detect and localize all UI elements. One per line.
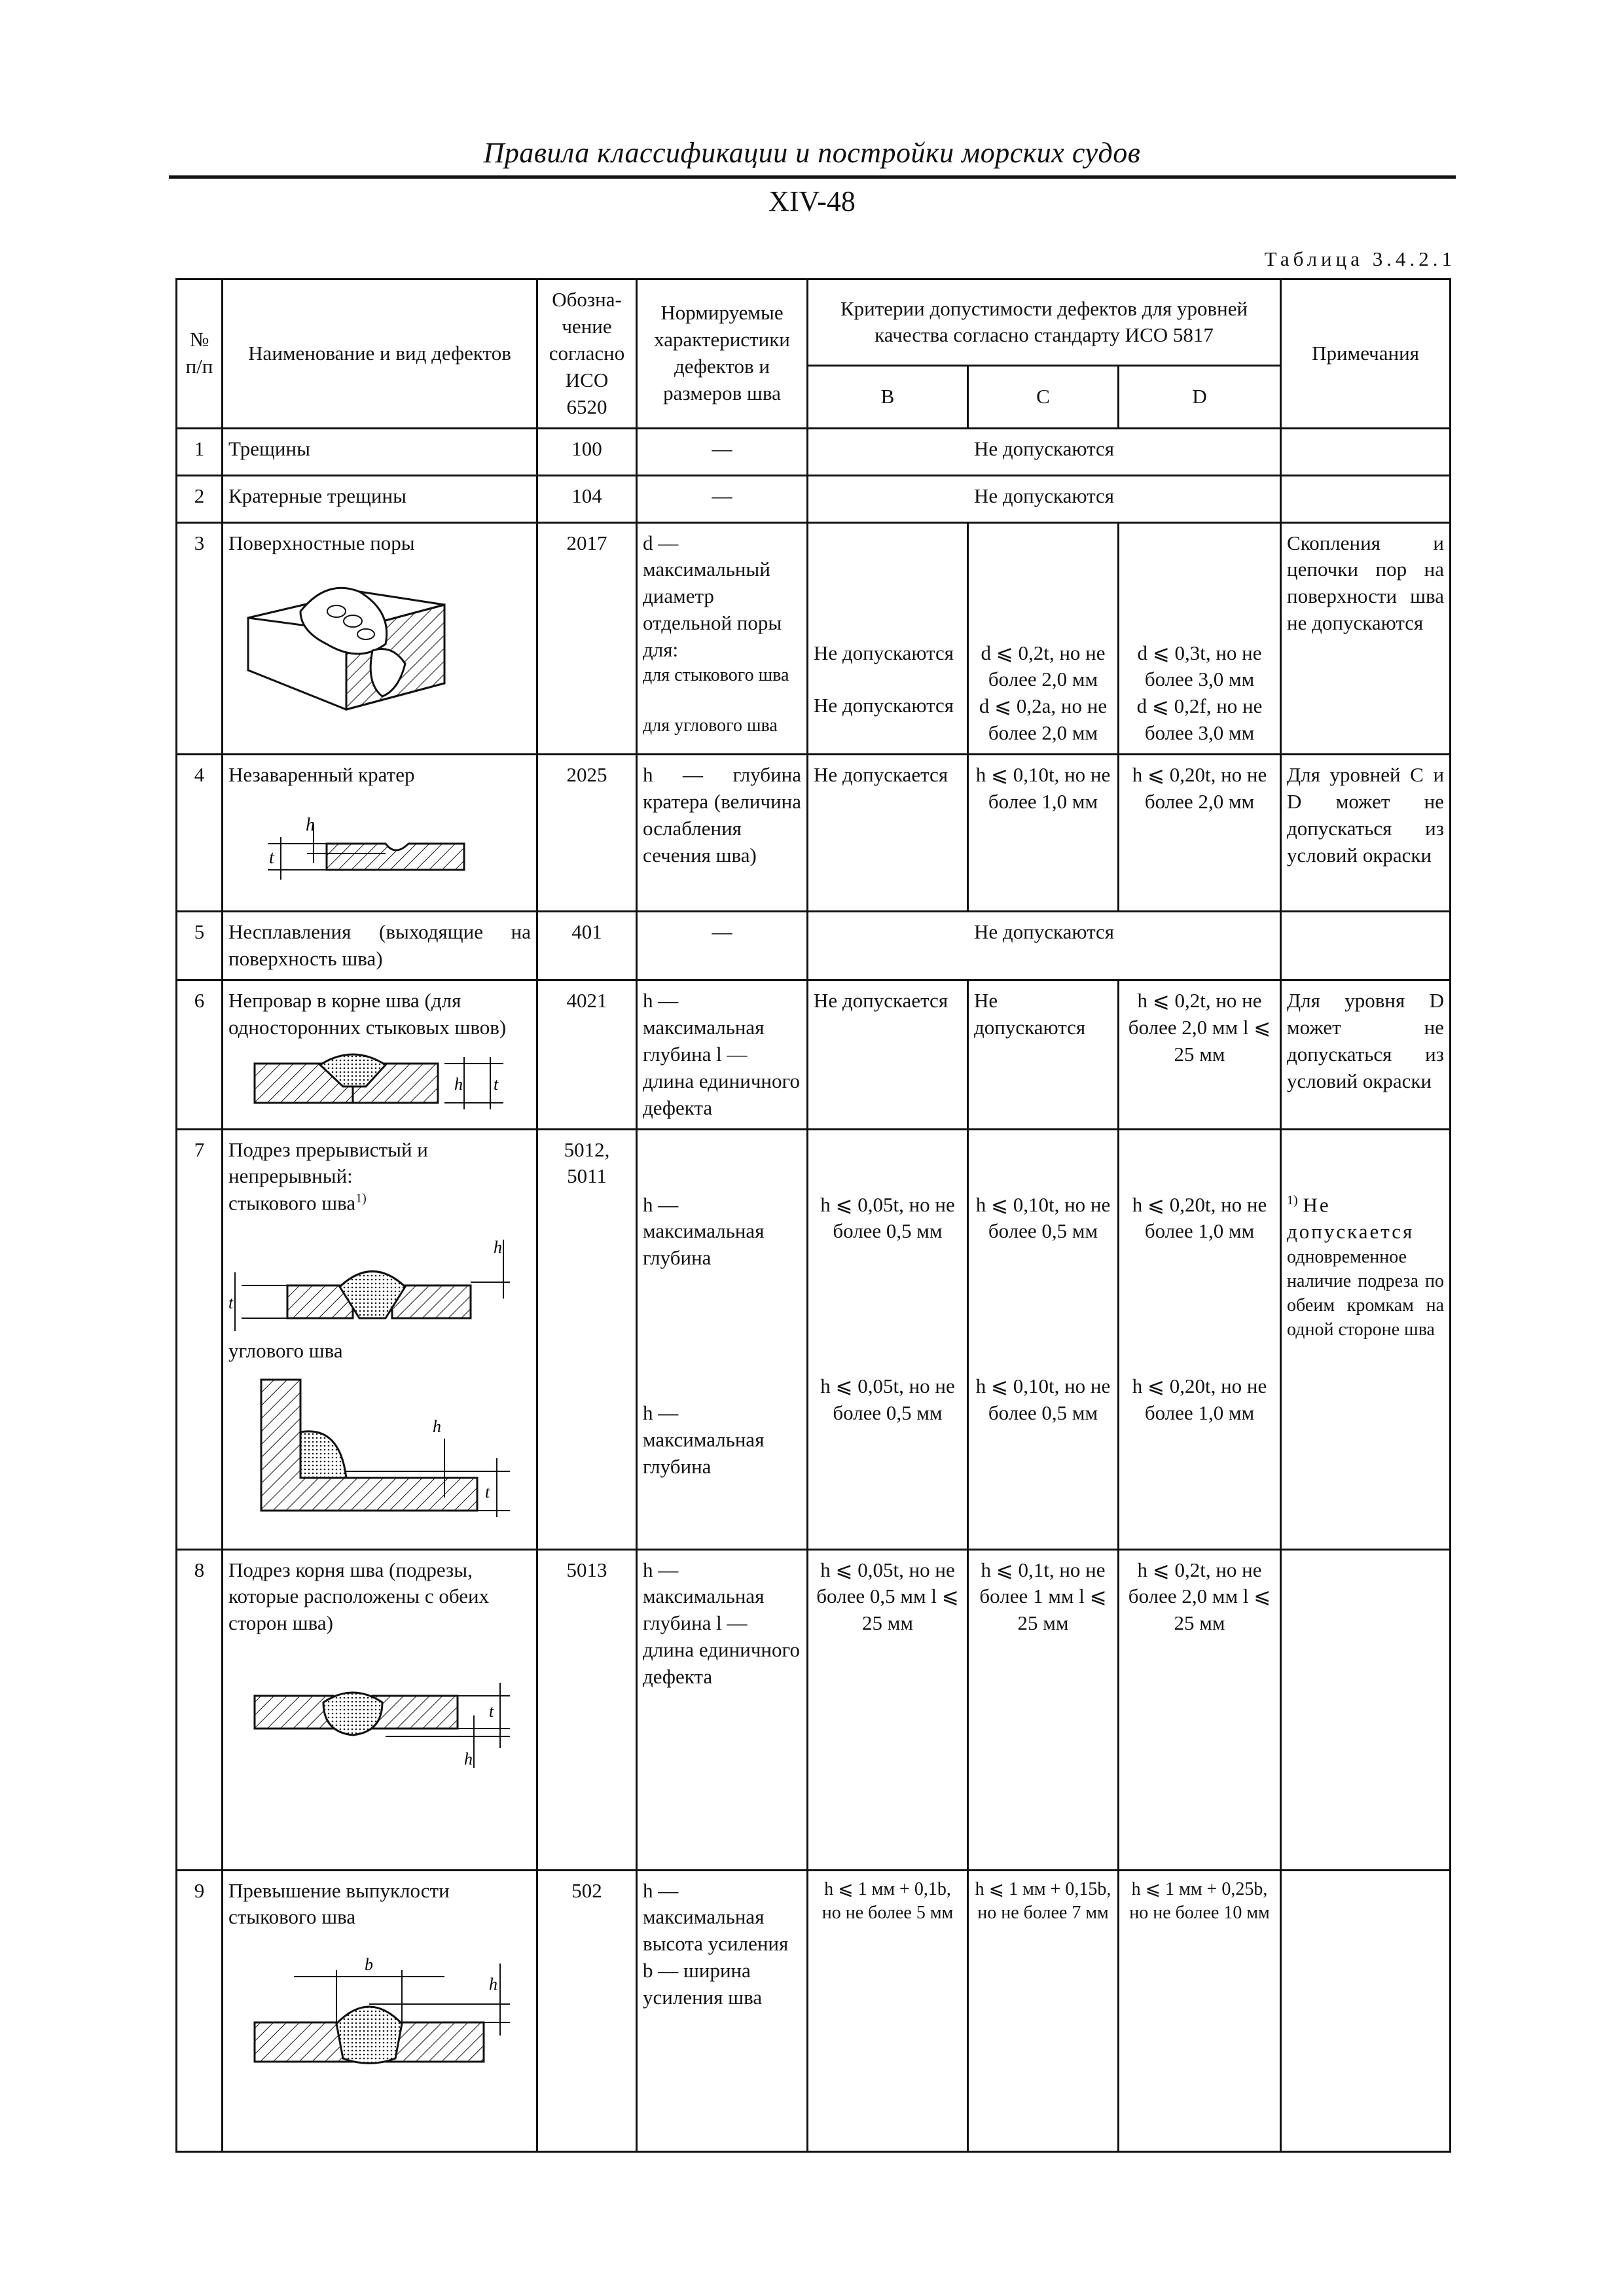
- row-num: 3: [177, 522, 223, 755]
- defect-name-cell: [223, 980, 537, 1129]
- level-c-butt: h ⩽ 0,10t, но не более 0,5 мм: [975, 1193, 1111, 1243]
- level-d: [1119, 522, 1281, 755]
- note: Для уровней C и D может не допускаться из условий окраски: [1281, 755, 1451, 912]
- defect-name: Подрез корня шва (подрезы, которые расположены с обеих сторон шва): [228, 1558, 490, 1635]
- dimension-h-label: h: [494, 1237, 502, 1257]
- dimension-h-label: h: [433, 1417, 441, 1437]
- level-c: [968, 522, 1119, 755]
- level-c: h ⩽ 0,10t, но не более 1,0 мм: [968, 755, 1119, 912]
- undercut-butt-figure: [228, 1227, 516, 1338]
- level-c: Не допускаются: [968, 980, 1119, 1129]
- defect-name-cell: [223, 522, 537, 755]
- defect-name: Трещины: [223, 428, 537, 475]
- col-level-d-header: D: [1119, 365, 1281, 428]
- col-name-header: Наименование и вид дефектов: [223, 279, 537, 429]
- table-row: [177, 1549, 1451, 1870]
- char-fillet: для углового шва: [643, 715, 778, 736]
- col-criteria-header: Критерии допустимости дефектов для уровней качества согласно стандарту ИСО 5817: [808, 279, 1281, 366]
- note: [1281, 1870, 1451, 2151]
- defects-table: [175, 278, 1451, 2153]
- dimension-t-label: t: [494, 1074, 499, 1094]
- defect-name: Поверхностные поры: [228, 531, 415, 554]
- header-rule: [169, 175, 1456, 179]
- char-butt: h — максимальная глубина: [643, 1193, 765, 1270]
- characteristics: h — глубина кратера (величина ослабления сечения шва): [637, 755, 808, 912]
- characteristics: [637, 522, 808, 755]
- characteristics: —: [637, 428, 808, 475]
- level-c: h ⩽ 1 мм + 0,15b, но не более 7 мм: [968, 1870, 1119, 2151]
- defect-subtype-butt: стыкового шва: [228, 1191, 356, 1215]
- table-row: [177, 1129, 1451, 1549]
- characteristics: [637, 1129, 808, 1549]
- defect-name-cell: [223, 755, 537, 912]
- char-butt: для стыкового шва: [643, 665, 789, 686]
- level-b: h ⩽ 0,05t, но не более 0,5 мм l ⩽ 25 мм: [808, 1549, 968, 1870]
- characteristics: —: [637, 475, 808, 522]
- dimension-b-label: b: [365, 1955, 373, 1975]
- note-text: одновременное наличие подреза по обеим кромкам на одной стороне шва: [1287, 1246, 1445, 1340]
- col-level-c-header: C: [968, 365, 1119, 428]
- level-d-fillet: h ⩽ 0,20t, но не более 1,0 мм: [1132, 1374, 1267, 1425]
- level-c-fillet: h ⩽ 0,10t, но не более 0,5 мм: [975, 1374, 1111, 1425]
- note: [1281, 1549, 1451, 1870]
- level-b-butt: h ⩽ 0,05t, но не более 0,5 мм: [820, 1193, 955, 1243]
- level-d: h ⩽ 0,2t, но не более 2,0 мм l ⩽ 25 мм: [1119, 980, 1281, 1129]
- note: [1281, 1129, 1451, 1549]
- level-d: h ⩽ 1 мм + 0,25b, но не более 10 мм: [1119, 1870, 1281, 2151]
- footnote-marker: 1): [355, 1191, 367, 1206]
- dimension-h-label: h: [489, 1975, 497, 1994]
- defect-name: Несплавления (выходящие на поверхность шва): [223, 912, 537, 980]
- note-footnote-marker: 1): [1287, 1193, 1298, 1208]
- level-b-fillet: Не допускаются: [814, 694, 954, 717]
- defect-name: Кратерные трещины: [223, 475, 537, 522]
- col-iso6520-header: Обозначение согласно ИСО 6520: [537, 279, 637, 429]
- note: Для уровня D может не допускаться из условий окраски: [1281, 980, 1451, 1129]
- defect-name: Превышение выпуклости стыкового шва: [228, 1878, 450, 1929]
- note-spaced-text: Не допускается: [1287, 1193, 1415, 1243]
- char-main: d — максимальный диаметр отдельной поры для:: [643, 531, 782, 662]
- row-num: 5: [177, 912, 223, 980]
- excess-reinforcement-figure: [228, 1950, 516, 2081]
- row-num: 7: [177, 1129, 223, 1549]
- iso-code: 5013: [537, 1549, 637, 1870]
- table-row: [177, 755, 1451, 912]
- table-row: [177, 980, 1451, 1129]
- root-undercut-figure: [228, 1676, 516, 1774]
- defect-name: Незаваренный кратер: [228, 763, 415, 787]
- iso-code: 104: [537, 475, 637, 522]
- row-num: 9: [177, 1870, 223, 2151]
- level-d-butt: h ⩽ 0,20t, но не более 1,0 мм: [1132, 1193, 1267, 1243]
- level-b: [808, 1129, 968, 1549]
- row-num: 8: [177, 1549, 223, 1870]
- level-b: Не допускается: [808, 755, 968, 912]
- row-num: 4: [177, 755, 223, 912]
- iso-code: 2025: [537, 755, 637, 912]
- level-b-fillet: h ⩽ 0,05t, но не более 0,5 мм: [820, 1374, 955, 1425]
- lack-of-penetration-figure: [228, 1050, 510, 1116]
- level-b: Не допускается: [808, 980, 968, 1129]
- note: [1281, 475, 1451, 522]
- dimension-h-label: h: [464, 1749, 473, 1769]
- level-d-butt: d ⩽ 0,3t, но не более 3,0 мм: [1137, 641, 1262, 691]
- row-num: 6: [177, 980, 223, 1129]
- col-num-header: № п/п: [177, 279, 223, 429]
- defect-name-cell: [223, 1870, 537, 2151]
- iso-code: 5012, 5011: [537, 1129, 637, 1549]
- defect-name-cell: [223, 1129, 537, 1549]
- table-row: [177, 1870, 1451, 2151]
- level-c-butt: d ⩽ 0,2t, но не более 2,0 мм: [981, 641, 1106, 691]
- dimension-t-label: t: [269, 848, 274, 869]
- defect-subtype-fillet: углового шва: [228, 1338, 343, 1362]
- level-d: h ⩽ 0,2t, но не более 2,0 мм l ⩽ 25 мм: [1119, 1549, 1281, 1870]
- dimension-h-label: h: [454, 1074, 463, 1094]
- table-row: [177, 912, 1451, 980]
- iso-code: 502: [537, 1870, 637, 2151]
- defect-name: Подрез прерывистый и непрерывный:: [228, 1138, 428, 1188]
- dimension-t-label: t: [228, 1293, 234, 1312]
- iso-code: 4021: [537, 980, 637, 1129]
- level-c: h ⩽ 0,1t, но не более 1 мм l ⩽ 25 мм: [968, 1549, 1119, 1870]
- defect-name-cell: [223, 1549, 537, 1870]
- criteria-all-levels: Не допускаются: [808, 428, 1281, 475]
- level-c: [968, 1129, 1119, 1549]
- unfilled-crater-figure: [228, 798, 490, 896]
- page-header-title: Правила классификации и постройки морских судов: [483, 137, 1141, 169]
- undercut-fillet-figure: [228, 1373, 516, 1517]
- table-row: [177, 522, 1451, 755]
- dimension-t-label: t: [485, 1482, 490, 1502]
- note: [1281, 428, 1451, 475]
- iso-code: 401: [537, 912, 637, 980]
- col-level-b-header: B: [808, 365, 968, 428]
- col-notes-header: Примечания: [1281, 279, 1451, 429]
- iso-code: 100: [537, 428, 637, 475]
- note: Скопления и цепочки пор на поверхности шва не допускаются: [1281, 522, 1451, 755]
- level-c-fillet: d ⩽ 0,2a, но не более 2,0 мм: [979, 694, 1108, 745]
- defect-name: Непровар в корне шва (для односторонних стыковых швов): [228, 988, 507, 1039]
- criteria-all-levels: Не допускаются: [808, 475, 1281, 522]
- level-b: h ⩽ 1 мм + 0,1b, но не более 5 мм: [808, 1870, 968, 2151]
- table-row: [177, 475, 1451, 522]
- col-characteristics-header: Нормируемые характеристики дефектов и размеров шва: [637, 279, 808, 429]
- level-d: [1119, 1129, 1281, 1549]
- characteristics: h — максимальная высота усиления b — ширина усиления шва: [637, 1870, 808, 2151]
- dimension-h-label: h: [306, 815, 315, 836]
- iso-code: 2017: [537, 522, 637, 755]
- surface-pores-figure: [228, 565, 464, 716]
- criteria-all-levels: Не допускаются: [808, 912, 1281, 980]
- characteristics: h — максимальная глубина l — длина единичного дефекта: [637, 1549, 808, 1870]
- dimension-t-label: t: [489, 1702, 494, 1721]
- level-b: [808, 522, 968, 755]
- characteristics: h — максимальная глубина l — длина единичного дефекта: [637, 980, 808, 1129]
- page-number: XIV-48: [768, 185, 856, 217]
- table-caption: Таблица 3.4.2.1: [1264, 247, 1456, 270]
- char-fillet: h — максимальная глубина: [643, 1401, 765, 1479]
- table-row: [177, 428, 1451, 475]
- row-num: 2: [177, 475, 223, 522]
- level-d-fillet: d ⩽ 0,2f, но не более 3,0 мм: [1136, 694, 1263, 745]
- level-b-butt: Не допускаются: [814, 641, 954, 664]
- row-num: 1: [177, 428, 223, 475]
- note: [1281, 912, 1451, 980]
- level-d: h ⩽ 0,20t, но не более 2,0 мм: [1119, 755, 1281, 912]
- characteristics: —: [637, 912, 808, 980]
